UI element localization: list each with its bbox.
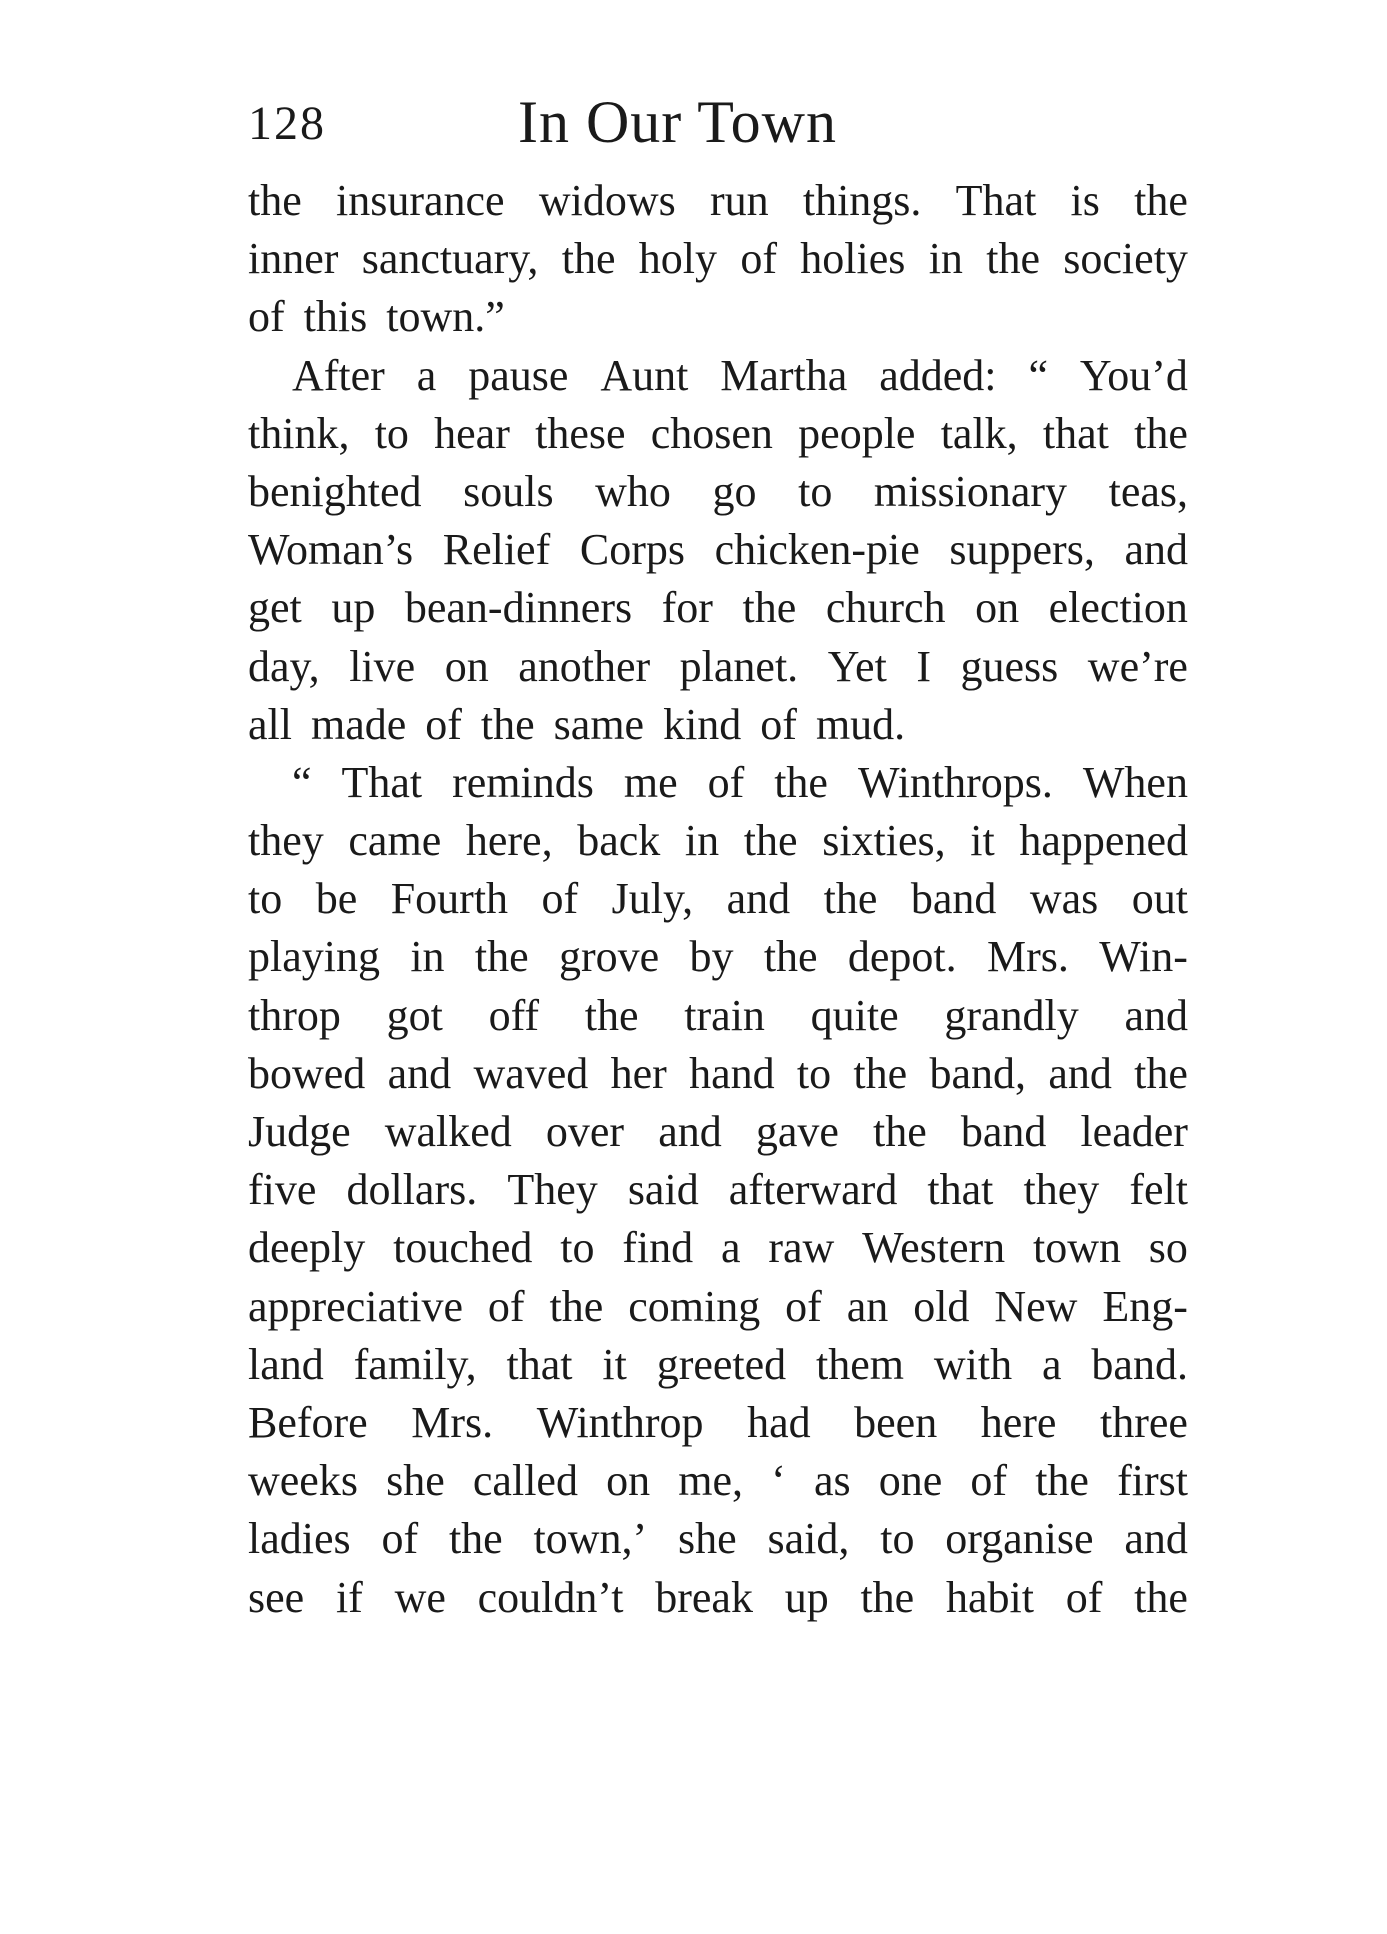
word: be bbox=[315, 874, 358, 924]
word: band bbox=[910, 874, 997, 924]
word: suppers, bbox=[949, 525, 1095, 575]
word: up bbox=[331, 583, 376, 633]
word: the bbox=[584, 990, 639, 1040]
word: sixties, bbox=[822, 816, 946, 866]
word: Corps bbox=[579, 525, 685, 575]
word: deeply bbox=[248, 1223, 366, 1273]
word: find bbox=[622, 1223, 694, 1273]
word: is bbox=[1070, 176, 1100, 225]
word: couldn’t bbox=[477, 1572, 624, 1622]
word: the bbox=[448, 1514, 503, 1564]
word: land bbox=[248, 1339, 324, 1389]
word: as bbox=[813, 1456, 851, 1506]
word: “ bbox=[292, 757, 312, 807]
word: You’d bbox=[1079, 350, 1188, 400]
word: Woman’s bbox=[248, 525, 414, 575]
word: and bbox=[1124, 1514, 1188, 1564]
word: a bbox=[720, 1223, 741, 1273]
text-line bbox=[248, 987, 1188, 1045]
word: the bbox=[1134, 408, 1188, 458]
word: insurance bbox=[336, 176, 505, 225]
word: the bbox=[823, 874, 878, 924]
word: that bbox=[1042, 408, 1109, 458]
word: reminds bbox=[452, 757, 594, 807]
word: the bbox=[1035, 1456, 1089, 1506]
word: called bbox=[472, 1456, 578, 1506]
word: old bbox=[913, 1281, 970, 1331]
word: so bbox=[1148, 1223, 1188, 1273]
word: break bbox=[655, 1572, 753, 1622]
word: with bbox=[933, 1339, 1013, 1389]
text-line bbox=[248, 521, 1188, 579]
word: the bbox=[763, 932, 818, 982]
text-line bbox=[248, 463, 1188, 521]
word: up bbox=[784, 1572, 829, 1622]
word: to bbox=[560, 1223, 595, 1273]
word: an bbox=[846, 1281, 889, 1331]
running-head: In Our Town bbox=[518, 89, 837, 155]
word: gave bbox=[755, 1107, 839, 1156]
word: guess bbox=[960, 641, 1059, 691]
text-line bbox=[248, 1394, 1188, 1452]
word: band. bbox=[1091, 1339, 1188, 1389]
word: widows bbox=[538, 176, 676, 225]
word: dollars. bbox=[346, 1165, 478, 1215]
word: of bbox=[381, 1514, 419, 1564]
word: afterward bbox=[728, 1165, 898, 1215]
word: souls bbox=[463, 466, 554, 516]
word: think, bbox=[248, 408, 350, 458]
word: over bbox=[545, 1107, 625, 1156]
text-line: all made of the same kind of mud. bbox=[248, 699, 906, 749]
word: the bbox=[561, 234, 616, 284]
page-header bbox=[248, 89, 1188, 172]
word: July, bbox=[611, 874, 694, 924]
word: to bbox=[798, 466, 833, 516]
text-line bbox=[248, 1569, 1188, 1627]
word: who bbox=[595, 466, 671, 516]
word: the bbox=[248, 176, 302, 225]
word: the bbox=[986, 234, 1040, 284]
word: Judge bbox=[248, 1107, 351, 1156]
word: grandly bbox=[944, 990, 1079, 1040]
word: run bbox=[709, 176, 769, 225]
word: benighted bbox=[248, 466, 422, 516]
text-line bbox=[248, 754, 1188, 812]
word: society bbox=[1063, 234, 1188, 284]
word: coming bbox=[628, 1281, 761, 1331]
word: me bbox=[623, 757, 678, 807]
word: the bbox=[1134, 1048, 1188, 1098]
word: That bbox=[341, 757, 423, 807]
word: weeks bbox=[248, 1456, 358, 1506]
word: get bbox=[248, 583, 302, 633]
word: I bbox=[916, 641, 931, 691]
word: inner bbox=[248, 234, 339, 284]
word: said bbox=[627, 1165, 699, 1215]
word: ladies bbox=[248, 1514, 351, 1564]
word: and bbox=[387, 1048, 452, 1098]
word: the bbox=[853, 1048, 908, 1098]
word: they bbox=[1023, 1165, 1100, 1215]
word: Winthrop bbox=[536, 1397, 704, 1447]
word: had bbox=[747, 1397, 811, 1447]
word: another bbox=[518, 641, 651, 691]
word: three bbox=[1100, 1397, 1188, 1447]
word: came bbox=[348, 816, 442, 866]
word: go bbox=[712, 466, 757, 516]
text-line bbox=[248, 870, 1188, 928]
word: in bbox=[684, 816, 720, 866]
page-number: 128 bbox=[248, 97, 326, 150]
word: me, bbox=[678, 1456, 743, 1506]
word: Western bbox=[862, 1223, 1006, 1273]
word: family, bbox=[353, 1339, 477, 1389]
word: Yet bbox=[827, 641, 887, 691]
word: her bbox=[610, 1048, 667, 1098]
word: missionary bbox=[873, 466, 1068, 516]
word: of bbox=[740, 234, 777, 284]
word: five bbox=[248, 1165, 317, 1215]
word: holies bbox=[800, 234, 906, 284]
word: back bbox=[577, 816, 661, 866]
word: New bbox=[994, 1281, 1078, 1331]
word: by bbox=[689, 932, 734, 982]
word: on bbox=[606, 1456, 651, 1506]
body-text bbox=[248, 172, 1188, 1627]
word: Relief bbox=[442, 525, 551, 575]
word: bean-dinners bbox=[404, 583, 633, 633]
word: of bbox=[970, 1456, 1008, 1506]
word: sanctuary, bbox=[361, 234, 539, 284]
text-line bbox=[248, 1452, 1188, 1510]
word: it bbox=[970, 816, 995, 866]
word: town bbox=[1032, 1223, 1121, 1273]
word: raw bbox=[768, 1223, 835, 1273]
word: a bbox=[1042, 1339, 1062, 1389]
word: Martha bbox=[720, 350, 848, 400]
word: the bbox=[742, 583, 797, 633]
word: pause bbox=[468, 350, 569, 400]
word: Mrs. bbox=[411, 1397, 494, 1447]
word: felt bbox=[1129, 1165, 1188, 1215]
text-line bbox=[248, 638, 1188, 696]
word: hear bbox=[434, 408, 510, 458]
word: we’re bbox=[1087, 641, 1188, 691]
word: things. bbox=[802, 176, 922, 225]
text-line: of this town.” bbox=[248, 292, 505, 342]
word: that bbox=[927, 1165, 994, 1215]
word: throp bbox=[248, 990, 341, 1040]
word: on bbox=[975, 583, 1020, 633]
word: the bbox=[474, 932, 529, 982]
word: got bbox=[386, 990, 443, 1040]
text-line bbox=[248, 928, 1188, 986]
word: was bbox=[1029, 874, 1099, 924]
word: Eng- bbox=[1102, 1281, 1188, 1331]
word: bowed bbox=[248, 1048, 366, 1098]
word: of bbox=[1065, 1572, 1103, 1622]
word: and bbox=[1124, 990, 1188, 1040]
word: waved bbox=[473, 1048, 589, 1098]
word: chicken-pie bbox=[714, 525, 920, 575]
word: ‘ bbox=[771, 1456, 786, 1506]
word: Aunt bbox=[600, 350, 689, 400]
text-line bbox=[248, 1103, 1188, 1161]
word: They bbox=[507, 1165, 598, 1215]
text-line bbox=[248, 1219, 1188, 1277]
word: here, bbox=[465, 816, 553, 866]
word: teas, bbox=[1108, 466, 1188, 516]
word: the bbox=[549, 1281, 604, 1331]
word: she bbox=[678, 1514, 737, 1564]
text-line bbox=[248, 405, 1188, 463]
word: depot. bbox=[847, 932, 957, 982]
word: After bbox=[292, 350, 385, 400]
word: people bbox=[798, 408, 916, 458]
word: they bbox=[248, 816, 324, 866]
word: out bbox=[1131, 874, 1188, 924]
word: been bbox=[854, 1397, 938, 1447]
word: organise bbox=[945, 1514, 1094, 1564]
word: Before bbox=[248, 1397, 368, 1447]
word: and bbox=[658, 1107, 722, 1156]
word: quite bbox=[810, 990, 899, 1040]
word: happened bbox=[1019, 816, 1188, 866]
word: one bbox=[878, 1456, 943, 1506]
word: the bbox=[774, 757, 828, 807]
word: to bbox=[374, 408, 409, 458]
word: on bbox=[444, 641, 489, 691]
text-line bbox=[248, 347, 1188, 405]
word: day, bbox=[248, 641, 320, 691]
word: the bbox=[743, 816, 798, 866]
word: we bbox=[394, 1572, 446, 1622]
word: of bbox=[707, 757, 745, 807]
word: to bbox=[796, 1048, 832, 1098]
word: grove bbox=[558, 932, 660, 982]
word: appreciative bbox=[248, 1281, 463, 1331]
word: band bbox=[960, 1107, 1047, 1156]
word: “ bbox=[1028, 350, 1048, 400]
word: for bbox=[661, 583, 713, 633]
word: When bbox=[1082, 757, 1188, 807]
word: of bbox=[487, 1281, 525, 1331]
word: the bbox=[860, 1572, 915, 1622]
word: touched bbox=[393, 1223, 533, 1273]
word: holy bbox=[638, 234, 718, 284]
word: of bbox=[785, 1281, 822, 1331]
word: and bbox=[1048, 1048, 1112, 1098]
word: these bbox=[535, 408, 626, 458]
word: leader bbox=[1080, 1107, 1188, 1156]
text-line bbox=[248, 1045, 1188, 1103]
text-line bbox=[248, 1278, 1188, 1336]
word: it bbox=[602, 1339, 627, 1389]
word: off bbox=[488, 990, 540, 1040]
word: added: bbox=[879, 350, 997, 400]
text-line bbox=[248, 812, 1188, 870]
word: Fourth bbox=[390, 874, 509, 924]
word: the bbox=[1134, 176, 1188, 225]
word: live bbox=[349, 641, 416, 691]
word: band, bbox=[929, 1048, 1027, 1098]
word: That bbox=[955, 176, 1037, 225]
text-line bbox=[248, 1336, 1188, 1394]
word: train bbox=[684, 990, 765, 1040]
word: the bbox=[1134, 1572, 1188, 1622]
word: church bbox=[825, 583, 946, 633]
text-line bbox=[248, 230, 1188, 288]
word: them bbox=[816, 1339, 905, 1389]
word: and bbox=[726, 874, 791, 924]
word: in bbox=[410, 932, 445, 982]
word: to bbox=[248, 874, 283, 924]
word: the bbox=[872, 1107, 927, 1156]
word: that bbox=[506, 1339, 573, 1389]
word: habit bbox=[945, 1572, 1034, 1622]
word: chosen bbox=[650, 408, 773, 458]
word: and bbox=[1124, 525, 1188, 575]
text-line bbox=[248, 579, 1188, 637]
word: talk, bbox=[940, 408, 1018, 458]
word: of bbox=[541, 874, 579, 924]
text-line bbox=[248, 1161, 1188, 1219]
word: walked bbox=[384, 1107, 512, 1156]
text-line bbox=[248, 1510, 1188, 1568]
word: town,’ bbox=[533, 1514, 648, 1564]
word: to bbox=[880, 1514, 915, 1564]
word: hand bbox=[689, 1048, 775, 1098]
word: here bbox=[980, 1397, 1057, 1447]
word: said, bbox=[767, 1514, 850, 1564]
word: first bbox=[1117, 1456, 1188, 1506]
word: playing bbox=[248, 932, 380, 982]
word: a bbox=[416, 350, 437, 400]
word: she bbox=[386, 1456, 445, 1506]
word: in bbox=[928, 234, 963, 284]
word: Winthrops. bbox=[857, 757, 1053, 807]
word: Win- bbox=[1099, 932, 1188, 982]
text-line bbox=[248, 172, 1188, 230]
word: see bbox=[248, 1572, 305, 1622]
word: greeted bbox=[656, 1339, 787, 1389]
word: Mrs. bbox=[987, 932, 1069, 982]
word: if bbox=[335, 1572, 363, 1622]
word: planet. bbox=[679, 641, 799, 691]
word: election bbox=[1048, 583, 1188, 633]
